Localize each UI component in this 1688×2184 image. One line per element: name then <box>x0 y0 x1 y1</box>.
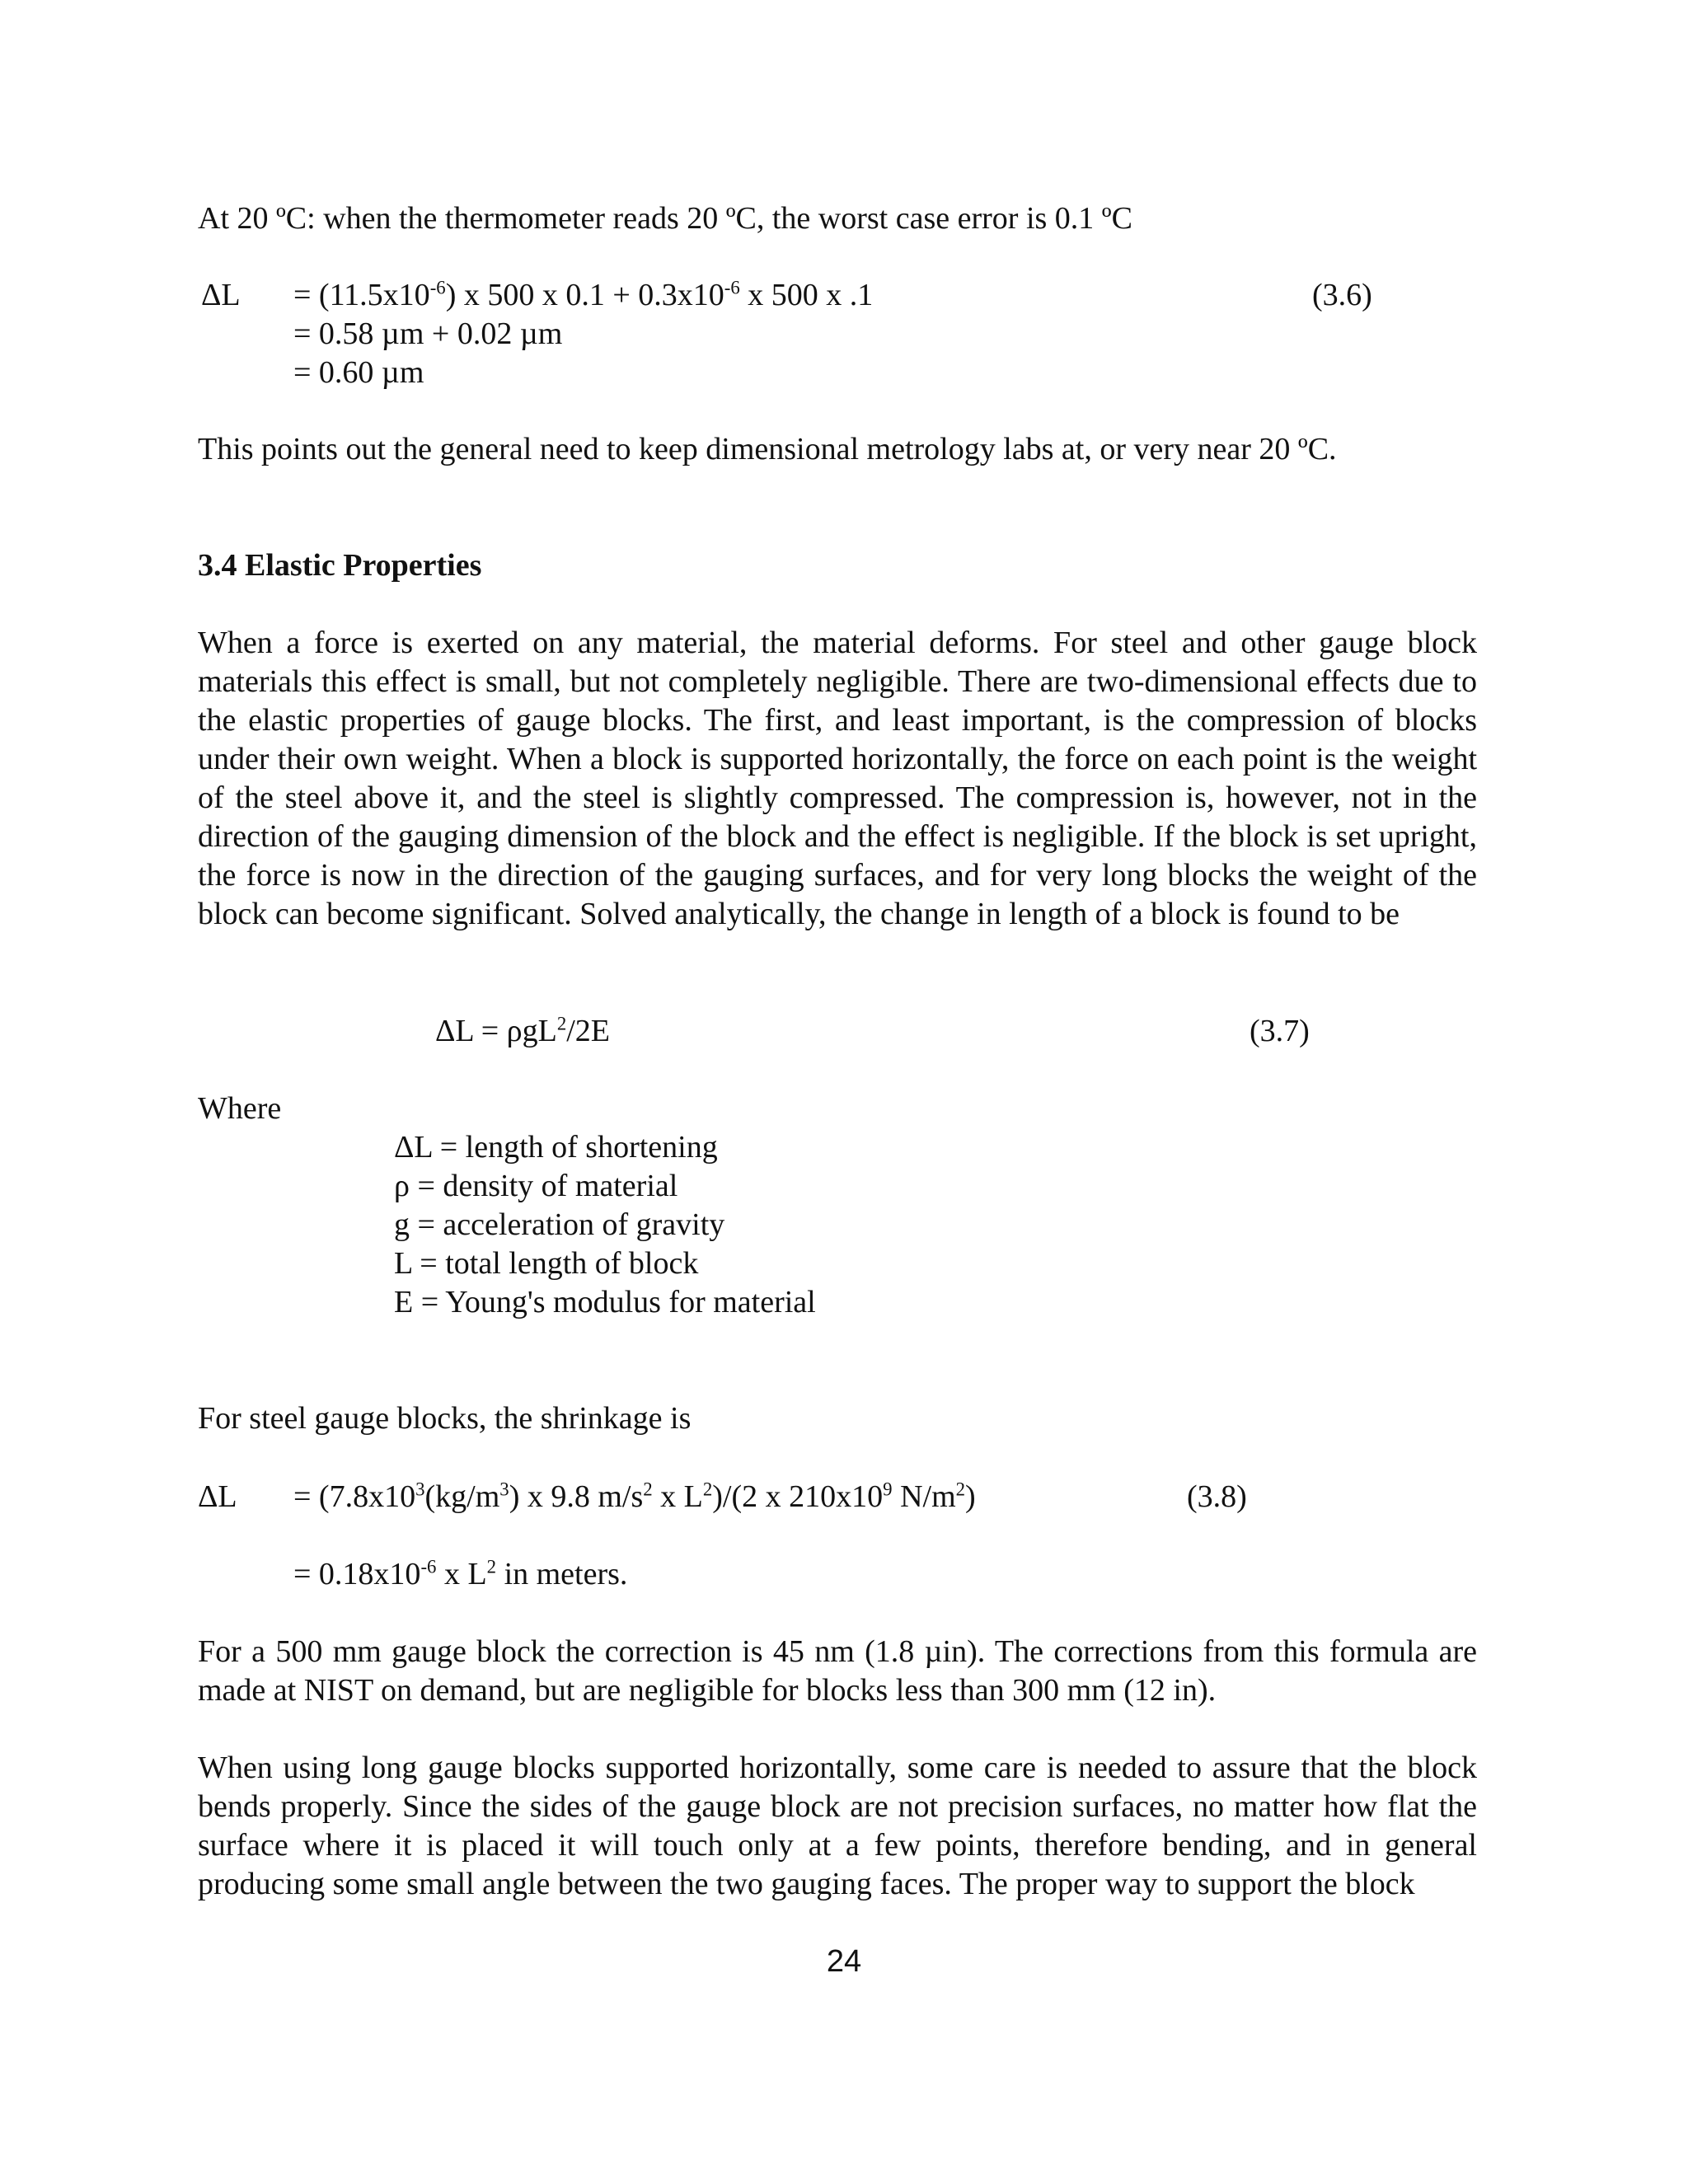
where-label: Where <box>198 1091 282 1126</box>
intro-line: At 20 ºC: when the thermometer reads 20 ºC, the worst case error is 0.1 ºC <box>198 201 1132 236</box>
equation-number: (3.7) <box>1250 1014 1310 1048</box>
equation-line-1: = ($7.8x10^3(kg/m^3)$ x 9.8 $m/s^2$ x $L^2)/(2$ x $210x10^9$ $N/m^2$) <box>293 1479 976 1514</box>
equation-line-1: = $(11.5x10^{-6})$ x 500 x $0.1 + 0.3x10^{-6}$ x 500 x .1 <box>293 277 874 312</box>
equation-number: (3.8) <box>1187 1479 1247 1514</box>
equation-symbol: ΔL <box>198 1479 237 1514</box>
equation-number: (3.6) <box>1312 278 1372 312</box>
definition-item: L = total length of block <box>394 1246 699 1281</box>
definition-item: E = Young's modulus for material <box>394 1285 816 1319</box>
page-number: 24 <box>826 1944 862 1979</box>
definition-item: g = acceleration of gravity <box>394 1207 725 1242</box>
equation-line-3: = 0.60 µm <box>293 355 424 390</box>
paragraph-correction: For a 500 mm gauge block the correction is 45 nm (1.8 µin). The corrections from this formula are made at NIST on demand, but are negligible for blocks less than 300 mm (12 in). <box>198 1634 1477 1708</box>
definition-item: ρ = density of material <box>394 1169 678 1203</box>
definition-item: ΔL = length of shortening <box>394 1130 718 1165</box>
equation-expression: ΔL = ρgL$^2$/2E <box>435 1013 611 1048</box>
section-heading: 3.4 Elastic Properties <box>198 548 482 583</box>
equation-symbol: ΔL <box>201 278 241 312</box>
paragraph-elastic: When a force is exerted on any material, the material deforms. For steel and other gauge block materials this effect is small, but not completely negligible. There are two-dimensional effects due to the elastic properties of gauge blocks. The first, and least important, is the compression of blocks under their own weight. When a block is supported horizontally, the force on each point is the weight of the steel above it, and the steel is slightly compressed. The compression is, however, not in the direction of the gauging dimension of the block and the effect is negligible. If the block is set upright, the force is now in the direction of the gauging surfaces, and for very long blocks the weight of the block can become significant. Solved analytically, the change in length of a block is found to be <box>198 626 1477 931</box>
definitions-list <box>394 1128 816 1322</box>
metrology-note: This points out the general need to keep dimensional metrology labs at, or very near 20 ºC. <box>198 432 1337 466</box>
paragraph-long-blocks: When using long gauge blocks supported horizontally, some care is needed to assure that the block bends properly. Since the sides of the gauge block are not precision surfaces, no matter how flat the surface where it is placed it will touch only at a few points, therefore bending, and in general producing some small angle between the two gauging faces. The proper way to support the block <box>198 1750 1477 1901</box>
equation-line-2: = $0.18x10^{-6}$ x $L^2$ in meters. <box>293 1556 628 1591</box>
steel-intro: For steel gauge blocks, the shrinkage is <box>198 1401 692 1436</box>
equation-line-2: = 0.58 µm + 0.02 µm <box>293 316 563 351</box>
